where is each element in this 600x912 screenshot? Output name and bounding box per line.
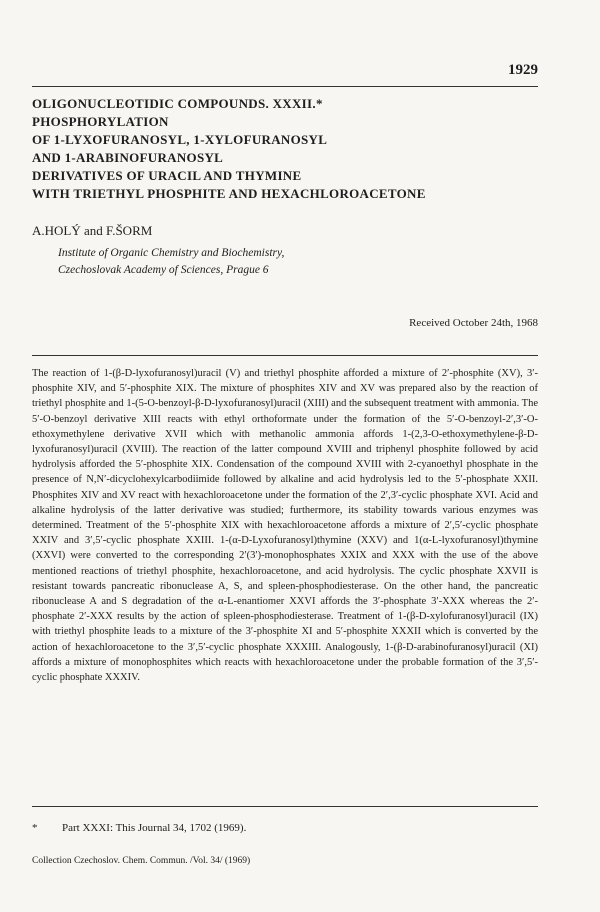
authors: A.HOLÝ and F.ŠORM xyxy=(32,223,153,238)
affiliation-line: Czechoslovak Academy of Sciences, Prague 6 xyxy=(58,264,269,276)
journal-citation: Collection Czechoslov. Chem. Commun. /Vol. 34/ (1969) xyxy=(32,856,251,866)
footnote xyxy=(32,822,532,834)
abstract-text: The reaction of 1-(β-D-lyxofuranosyl)uracil (V) and triethyl phosphite afforded a mixture of 2′-phosphite (XV), 3′-phosphite XIV, and 5′-phosphite XIX. The mixture of phosphites XIV and XV was prepared also by the reaction of triethyl phosphite and 1-(5-O-benzoyl-β-D-lyxofuranosyl)uracil (XIII) and the subsequent treatment with ammonia. The 5′-O-benzoyl derivative XIII reacts with ethyl orthoformate under the formation of the 5′-O-benzoyl-2′,3′-O-ethoxymethylene derivative XVII which with methanolic ammonia affords 1-(2,3-O-ethoxymethylene-β-D-lyxofuranosyl)uracil (XVIII). The reaction of the latter compound XVIII and triphenyl phosphite followed by acid hydrolysis afforded the 5′-phosphite XIX. Condensation of the compound XVIII with 2-cyanoethyl phosphate in the presence of N,N′-dicyclohexylcarbodiimide followed by alkaline and acid hydrolysis led to the 5′-phosphate XXII. Phosphites XIV and XV react with hexachloroacetone under the formation of the 2′,3′-cyclic phosphate XVI. Acid and alkaline hydrolysis of the latter derivative was studied; furthermore, its stability towards various enzymes was determined. Treatment of the 5′-phosphite XIX with hexachloroacetone affords a mixture of 2′,5′-cyclic phosphate XXIV and 3′,5′-cyclic phosphate XXIII. 1-(α-D-Lyxofuranosyl)thymine (XXV) and 1(α-L-lyxofuranosyl)thymine (XXVI) were converted to the corresponding 2′(3′)-monophosphates XXIX and XXX with the use of the above mentioned reactions of triethyl phosphite, hexachloroacetone, and acid hydrolysis. The cyclic phosphate XXVII is resistant towards pancreatic ribonuclease A, S, and spleen-phosphodiesterase. On the other hand, the pancreatic ribonuclease A and S degradation of the α-L-enantiomer XXVI affords the 3′-phosphate 3′-XXX whereas the 2′-phosphate 2′-XXX results by the action of spleen-phosphodiesterase. Treatment of 1-(β-D-xylofuranosyl)uracil (IX) with triethyl phosphite leads to a mixture of the 3′-phosphite XI and 5′-phosphite XXXII which is converted by the action of hexachloroacetone to the 3′,5′-cyclic phosphate XXXIII. Analogously, 1-(β-D-arabinofuranosyl)uracil (XI) affords a mixture of monophosphites which reacts with hexachloroacetone under the probable formation of the 3′,5′-cyclic phosphate XXXIV. xyxy=(32,368,538,684)
title-line: DERIVATIVES OF URACIL AND THYMINE xyxy=(32,168,302,183)
footnote-rule xyxy=(32,806,538,807)
title-line: PHOSPHORYLATION xyxy=(32,114,169,129)
footnote-text: Part XXXI: This Journal 34, 1702 (1969). xyxy=(62,822,247,834)
footnote-mark: * xyxy=(32,822,38,834)
received-date: Received October 24th, 1968 xyxy=(409,317,538,329)
affiliation xyxy=(58,245,284,279)
affiliation-line: Institute of Organic Chemistry and Biochemistry, xyxy=(58,247,285,259)
title-line: OLIGONUCLEOTIDIC COMPOUNDS. XXXII.* xyxy=(32,96,323,111)
article-title xyxy=(32,95,552,203)
header-rule xyxy=(32,86,538,87)
page-number: 1929 xyxy=(508,62,538,78)
title-line: WITH TRIETHYL PHOSPHITE AND HEXACHLOROACETONE xyxy=(32,186,426,201)
abstract-rule xyxy=(32,355,538,356)
title-line: AND 1-ARABINOFURANOSYL xyxy=(32,150,224,165)
title-line: OF 1-LYXOFURANOSYL, 1-XYLOFURANOSYL xyxy=(32,132,328,147)
